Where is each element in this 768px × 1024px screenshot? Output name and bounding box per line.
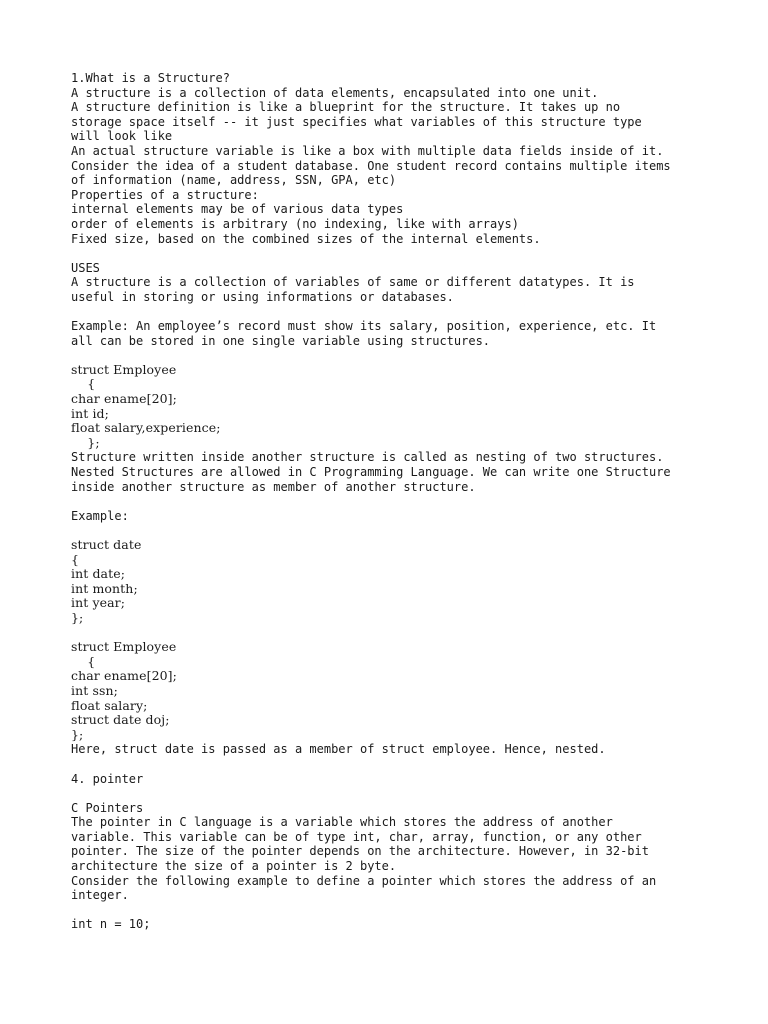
code-line: { (71, 653, 96, 669)
text-line: Fixed size, based on the combined sizes of the internal elements. (71, 231, 541, 246)
code-line: int month; (71, 580, 138, 596)
blank-line (71, 786, 711, 801)
text-line: Structure written inside another structure is called as nesting of two structures. (71, 450, 664, 465)
text-line: all can be stored in one single variable using structures. (71, 333, 491, 348)
text-line: useful in storing or using informations or databases. (71, 289, 454, 304)
blank-line (71, 626, 711, 641)
text-line: order of elements is arbitrary (no indexing, like with arrays) (71, 216, 519, 231)
code-line: int id; (71, 405, 109, 421)
text-line: An actual structure variable is like a box with multiple data fields inside of it. (71, 143, 664, 158)
text-line: will look like (71, 129, 173, 144)
code-line: int date; (71, 566, 126, 582)
blank-line (71, 305, 711, 320)
code-line: struct date (71, 537, 142, 552)
text-line: The pointer in C language is a variable which stores the address of another (71, 815, 613, 830)
text-line: variable. This variable can be of type int, char, array, function, or any other (71, 829, 642, 844)
blank-line (71, 757, 711, 772)
text-line: C Pointers (71, 800, 144, 815)
text-line: 4. pointer (71, 771, 144, 786)
text-line: Consider the idea of a student database. One student record contains multiple items (71, 158, 671, 173)
text-line: Properties of a structure: (71, 187, 259, 202)
text-line: Example: (71, 508, 129, 523)
code-line: float salary,experience; (71, 420, 221, 436)
document-page (71, 71, 711, 932)
code-line: struct Employee (71, 639, 177, 655)
code-line: char ename[20]; (71, 391, 177, 407)
text-line: Example: An employee’s record must show its salary, position, experience, etc. It (71, 319, 657, 334)
code-line: float salary; (71, 697, 148, 713)
text-line: architecture the size of a pointer is 2 byte. (71, 859, 397, 874)
text-line: A structure definition is like a blueprint for the structure. It takes up no (71, 100, 621, 115)
text-line: Consider the following example to define a pointer which stores the address of an (71, 873, 657, 888)
blank-line (71, 494, 711, 509)
text-line: Nested Structures are allowed in C Programming Language. We can write one Structure (71, 465, 671, 480)
code-line: struct Employee (71, 361, 177, 377)
text-line: pointer. The size of the pointer depends on the architecture. However, in 32-bit (71, 844, 649, 859)
blank-line (71, 348, 711, 363)
code-line: { (71, 376, 96, 392)
text-line: of information (name, address, SSN, GPA, etc) (71, 173, 397, 188)
text-line: Here, struct date is passed as a member of struct employee. Hence, nested. (71, 742, 606, 757)
code-line: int ssn; (71, 682, 118, 698)
code-line: int year; (71, 595, 126, 611)
code-line: struct date doj; (71, 712, 170, 728)
text-line: inside another structure as member of another structure. (71, 479, 476, 494)
text-line: USES (71, 260, 100, 275)
text-line: internal elements may be of various data types (71, 202, 404, 217)
code-line: }; (71, 434, 100, 450)
text-line: A structure is a collection of data elements, encapsulated into one unit. (71, 85, 599, 100)
text-line: A structure is a collection of variables of same or different datatypes. It is (71, 275, 635, 290)
text-line: 1.What is a Structure? (71, 71, 230, 85)
blank-line (71, 246, 711, 261)
blank-line (71, 903, 711, 918)
text-line: int n = 10; (71, 917, 151, 932)
text-line: integer. (71, 888, 129, 903)
blank-line (71, 523, 711, 538)
code-line: char ename[20]; (71, 668, 177, 684)
code-line: }; (71, 609, 84, 625)
code-line: { (71, 551, 80, 567)
text-line: storage space itself -- it just specifies what variables of this structure type (71, 114, 642, 129)
code-line: }; (71, 726, 84, 742)
